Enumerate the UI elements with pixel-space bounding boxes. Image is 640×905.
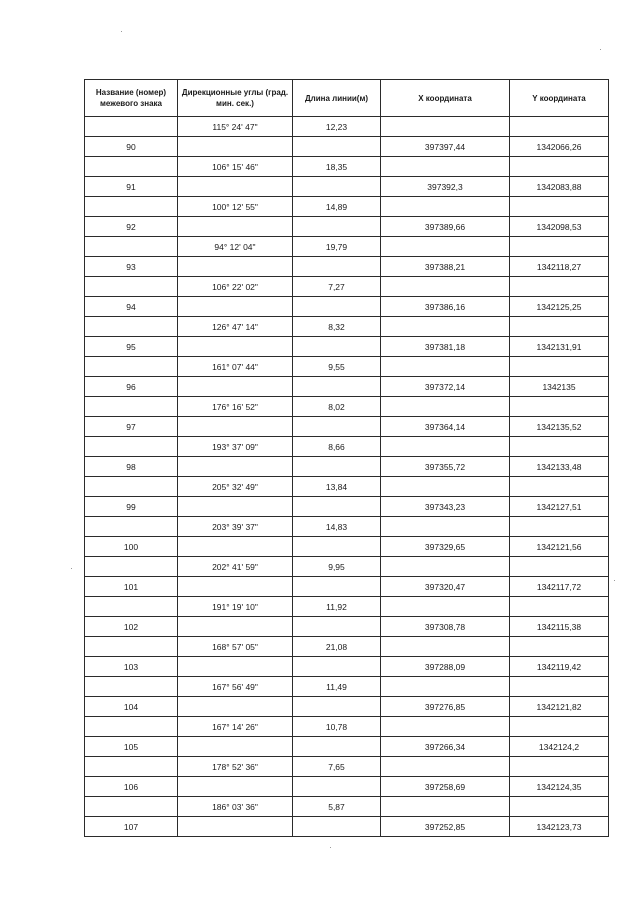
direction-angle-cell — [178, 137, 293, 157]
table-body — [85, 117, 609, 837]
table-row — [85, 217, 609, 237]
x-coordinate-cell — [381, 757, 510, 777]
table-row — [85, 117, 609, 137]
x-coordinate-cell — [381, 157, 510, 177]
header-marker-name: Название (номер) межевого знака — [85, 80, 178, 117]
y-coordinate-cell — [510, 517, 609, 537]
line-length-cell — [293, 657, 381, 677]
y-coordinate-cell: 1342131,91 — [510, 337, 609, 357]
y-coordinate-cell: 1342133,48 — [510, 457, 609, 477]
direction-angle-cell: 126° 47' 14" — [178, 317, 293, 337]
marker-name-cell: 98 — [85, 457, 178, 477]
line-length-cell — [293, 217, 381, 237]
table-row — [85, 477, 609, 497]
x-coordinate-cell: 397389,66 — [381, 217, 510, 237]
table-row — [85, 237, 609, 257]
table-row — [85, 357, 609, 377]
x-coordinate-cell: 397252,85 — [381, 817, 510, 837]
table-row — [85, 397, 609, 417]
x-coordinate-cell: 397308,78 — [381, 617, 510, 637]
table-row — [85, 797, 609, 817]
table-row — [85, 777, 609, 797]
table-row — [85, 577, 609, 597]
y-coordinate-cell — [510, 797, 609, 817]
line-length-cell — [293, 257, 381, 277]
table-header-row — [85, 80, 609, 117]
x-coordinate-cell — [381, 637, 510, 657]
direction-angle-cell — [178, 777, 293, 797]
table-row — [85, 197, 609, 217]
x-coordinate-cell — [381, 357, 510, 377]
x-coordinate-cell: 397388,21 — [381, 257, 510, 277]
table-row — [85, 437, 609, 457]
x-coordinate-cell — [381, 797, 510, 817]
x-coordinate-cell — [381, 717, 510, 737]
marker-name-cell: 101 — [85, 577, 178, 597]
marker-name-cell — [85, 317, 178, 337]
direction-angle-cell — [178, 457, 293, 477]
table-row — [85, 137, 609, 157]
line-length-cell — [293, 777, 381, 797]
direction-angle-cell — [178, 657, 293, 677]
marker-name-cell — [85, 437, 178, 457]
x-coordinate-cell: 397364,14 — [381, 417, 510, 437]
direction-angle-cell — [178, 297, 293, 317]
direction-angle-cell: 191° 19' 10" — [178, 597, 293, 617]
direction-angle-cell — [178, 577, 293, 597]
marker-name-cell: 107 — [85, 817, 178, 837]
direction-angle-cell: 176° 16' 52" — [178, 397, 293, 417]
x-coordinate-cell — [381, 477, 510, 497]
line-length-cell: 12,23 — [293, 117, 381, 137]
line-length-cell — [293, 497, 381, 517]
line-length-cell — [293, 177, 381, 197]
line-length-cell: 18,35 — [293, 157, 381, 177]
y-coordinate-cell — [510, 317, 609, 337]
marker-name-cell: 94 — [85, 297, 178, 317]
y-coordinate-cell — [510, 637, 609, 657]
marker-name-cell: 102 — [85, 617, 178, 637]
x-coordinate-cell: 397397,44 — [381, 137, 510, 157]
direction-angle-cell: 167° 14' 26" — [178, 717, 293, 737]
y-coordinate-cell: 1342117,72 — [510, 577, 609, 597]
y-coordinate-cell: 1342121,82 — [510, 697, 609, 717]
table-row — [85, 257, 609, 277]
table-row — [85, 457, 609, 477]
direction-angle-cell: 168° 57' 05" — [178, 637, 293, 657]
x-coordinate-cell: 397276,85 — [381, 697, 510, 717]
direction-angle-cell: 203° 39' 37" — [178, 517, 293, 537]
header-line-length: Длина линии(м) — [293, 80, 381, 117]
y-coordinate-cell: 1342135 — [510, 377, 609, 397]
table-row — [85, 157, 609, 177]
x-coordinate-cell — [381, 677, 510, 697]
y-coordinate-cell: 1342118,27 — [510, 257, 609, 277]
x-coordinate-cell — [381, 557, 510, 577]
table-row — [85, 417, 609, 437]
marker-name-cell — [85, 637, 178, 657]
line-length-cell: 11,49 — [293, 677, 381, 697]
line-length-cell — [293, 137, 381, 157]
line-length-cell: 8,02 — [293, 397, 381, 417]
y-coordinate-cell: 1342083,88 — [510, 177, 609, 197]
table-row — [85, 557, 609, 577]
line-length-cell: 7,27 — [293, 277, 381, 297]
direction-angle-cell — [178, 697, 293, 717]
header-direction-angle: Дирекционные углы (град. мин. сек.) — [178, 80, 293, 117]
x-coordinate-cell — [381, 197, 510, 217]
marker-name-cell — [85, 157, 178, 177]
direction-angle-cell: 106° 22' 02" — [178, 277, 293, 297]
marker-name-cell: 100 — [85, 537, 178, 557]
line-length-cell: 13,84 — [293, 477, 381, 497]
direction-angle-cell: 186° 03' 36" — [178, 797, 293, 817]
direction-angle-cell — [178, 417, 293, 437]
direction-angle-cell — [178, 177, 293, 197]
y-coordinate-cell — [510, 477, 609, 497]
direction-angle-cell — [178, 737, 293, 757]
x-coordinate-cell: 397266,34 — [381, 737, 510, 757]
direction-angle-cell: 161° 07' 44" — [178, 357, 293, 377]
marker-name-cell — [85, 717, 178, 737]
line-length-cell: 11,92 — [293, 597, 381, 617]
line-length-cell — [293, 617, 381, 637]
table-row — [85, 757, 609, 777]
direction-angle-cell — [178, 537, 293, 557]
table-row — [85, 657, 609, 677]
table-row — [85, 677, 609, 697]
direction-angle-cell: 115° 24' 47" — [178, 117, 293, 137]
header-y-coordinate: Y координата — [510, 80, 609, 117]
y-coordinate-cell: 1342135,52 — [510, 417, 609, 437]
y-coordinate-cell — [510, 717, 609, 737]
marker-name-cell — [85, 517, 178, 537]
marker-name-cell — [85, 557, 178, 577]
marker-name-cell — [85, 397, 178, 417]
line-length-cell: 7,65 — [293, 757, 381, 777]
line-length-cell: 10,78 — [293, 717, 381, 737]
y-coordinate-cell: 1342121,56 — [510, 537, 609, 557]
marker-name-cell — [85, 477, 178, 497]
line-length-cell — [293, 377, 381, 397]
direction-angle-cell: 94° 12' 04" — [178, 237, 293, 257]
y-coordinate-cell: 1342115,38 — [510, 617, 609, 637]
y-coordinate-cell: 1342066,26 — [510, 137, 609, 157]
direction-angle-cell: 167° 56' 49" — [178, 677, 293, 697]
table-row — [85, 637, 609, 657]
direction-angle-cell — [178, 617, 293, 637]
table-row — [85, 737, 609, 757]
y-coordinate-cell — [510, 117, 609, 137]
line-length-cell — [293, 337, 381, 357]
table-row — [85, 337, 609, 357]
line-length-cell: 19,79 — [293, 237, 381, 257]
line-length-cell — [293, 537, 381, 557]
x-coordinate-cell: 397392,3 — [381, 177, 510, 197]
x-coordinate-cell: 397258,69 — [381, 777, 510, 797]
y-coordinate-cell — [510, 757, 609, 777]
scan-speck — [614, 580, 615, 581]
scan-speck — [330, 847, 331, 848]
marker-name-cell: 93 — [85, 257, 178, 277]
line-length-cell — [293, 457, 381, 477]
table-row — [85, 377, 609, 397]
scan-speck — [71, 568, 72, 569]
line-length-cell — [293, 737, 381, 757]
y-coordinate-cell: 1342127,51 — [510, 497, 609, 517]
x-coordinate-cell — [381, 397, 510, 417]
x-coordinate-cell: 397386,16 — [381, 297, 510, 317]
marker-name-cell: 97 — [85, 417, 178, 437]
x-coordinate-cell — [381, 517, 510, 537]
marker-name-cell: 96 — [85, 377, 178, 397]
x-coordinate-cell: 397320,47 — [381, 577, 510, 597]
line-length-cell: 8,32 — [293, 317, 381, 337]
marker-name-cell — [85, 277, 178, 297]
direction-angle-cell — [178, 377, 293, 397]
table-row — [85, 717, 609, 737]
table-row — [85, 817, 609, 837]
table-row — [85, 537, 609, 557]
table-row — [85, 597, 609, 617]
line-length-cell: 14,89 — [293, 197, 381, 217]
marker-name-cell: 105 — [85, 737, 178, 757]
y-coordinate-cell: 1342098,53 — [510, 217, 609, 237]
direction-angle-cell: 202° 41' 59" — [178, 557, 293, 577]
x-coordinate-cell — [381, 117, 510, 137]
marker-name-cell: 106 — [85, 777, 178, 797]
direction-angle-cell: 205° 32' 49" — [178, 477, 293, 497]
x-coordinate-cell — [381, 237, 510, 257]
table-row — [85, 317, 609, 337]
direction-angle-cell — [178, 817, 293, 837]
y-coordinate-cell: 1342123,73 — [510, 817, 609, 837]
direction-angle-cell — [178, 497, 293, 517]
direction-angle-cell: 193° 37' 09" — [178, 437, 293, 457]
marker-name-cell: 95 — [85, 337, 178, 357]
x-coordinate-cell — [381, 597, 510, 617]
scan-speck — [600, 49, 601, 50]
line-length-cell — [293, 817, 381, 837]
marker-name-cell — [85, 357, 178, 377]
x-coordinate-cell — [381, 437, 510, 457]
line-length-cell: 14,83 — [293, 517, 381, 537]
y-coordinate-cell — [510, 557, 609, 577]
line-length-cell: 9,55 — [293, 357, 381, 377]
y-coordinate-cell: 1342124,35 — [510, 777, 609, 797]
y-coordinate-cell — [510, 677, 609, 697]
table-row — [85, 497, 609, 517]
marker-name-cell — [85, 197, 178, 217]
y-coordinate-cell: 1342125,25 — [510, 297, 609, 317]
y-coordinate-cell — [510, 197, 609, 217]
marker-name-cell — [85, 677, 178, 697]
line-length-cell — [293, 577, 381, 597]
y-coordinate-cell: 1342124,2 — [510, 737, 609, 757]
y-coordinate-cell — [510, 597, 609, 617]
header-x-coordinate: X координата — [381, 80, 510, 117]
line-length-cell: 21,08 — [293, 637, 381, 657]
line-length-cell: 8,66 — [293, 437, 381, 457]
y-coordinate-cell — [510, 157, 609, 177]
x-coordinate-cell: 397288,09 — [381, 657, 510, 677]
x-coordinate-cell: 397372,14 — [381, 377, 510, 397]
marker-name-cell — [85, 757, 178, 777]
direction-angle-cell: 106° 15' 46" — [178, 157, 293, 177]
boundary-coordinates-table — [84, 79, 609, 837]
marker-name-cell: 99 — [85, 497, 178, 517]
x-coordinate-cell — [381, 277, 510, 297]
x-coordinate-cell — [381, 317, 510, 337]
marker-name-cell — [85, 117, 178, 137]
line-length-cell — [293, 697, 381, 717]
marker-name-cell — [85, 797, 178, 817]
direction-angle-cell — [178, 337, 293, 357]
line-length-cell — [293, 297, 381, 317]
x-coordinate-cell: 397343,23 — [381, 497, 510, 517]
y-coordinate-cell — [510, 357, 609, 377]
line-length-cell: 5,87 — [293, 797, 381, 817]
marker-name-cell: 92 — [85, 217, 178, 237]
marker-name-cell: 90 — [85, 137, 178, 157]
x-coordinate-cell: 397381,18 — [381, 337, 510, 357]
marker-name-cell: 91 — [85, 177, 178, 197]
marker-name-cell: 103 — [85, 657, 178, 677]
direction-angle-cell — [178, 217, 293, 237]
marker-name-cell — [85, 237, 178, 257]
table-row — [85, 177, 609, 197]
line-length-cell: 9,95 — [293, 557, 381, 577]
y-coordinate-cell — [510, 437, 609, 457]
table-row — [85, 617, 609, 637]
marker-name-cell — [85, 597, 178, 617]
direction-angle-cell — [178, 257, 293, 277]
table-row — [85, 297, 609, 317]
y-coordinate-cell — [510, 237, 609, 257]
y-coordinate-cell — [510, 397, 609, 417]
line-length-cell — [293, 417, 381, 437]
table-row — [85, 697, 609, 717]
scan-speck — [121, 31, 122, 32]
x-coordinate-cell: 397329,65 — [381, 537, 510, 557]
table-row — [85, 277, 609, 297]
direction-angle-cell: 100° 12' 55" — [178, 197, 293, 217]
x-coordinate-cell: 397355,72 — [381, 457, 510, 477]
marker-name-cell: 104 — [85, 697, 178, 717]
direction-angle-cell: 178° 52' 36" — [178, 757, 293, 777]
y-coordinate-cell: 1342119,42 — [510, 657, 609, 677]
y-coordinate-cell — [510, 277, 609, 297]
table-row — [85, 517, 609, 537]
